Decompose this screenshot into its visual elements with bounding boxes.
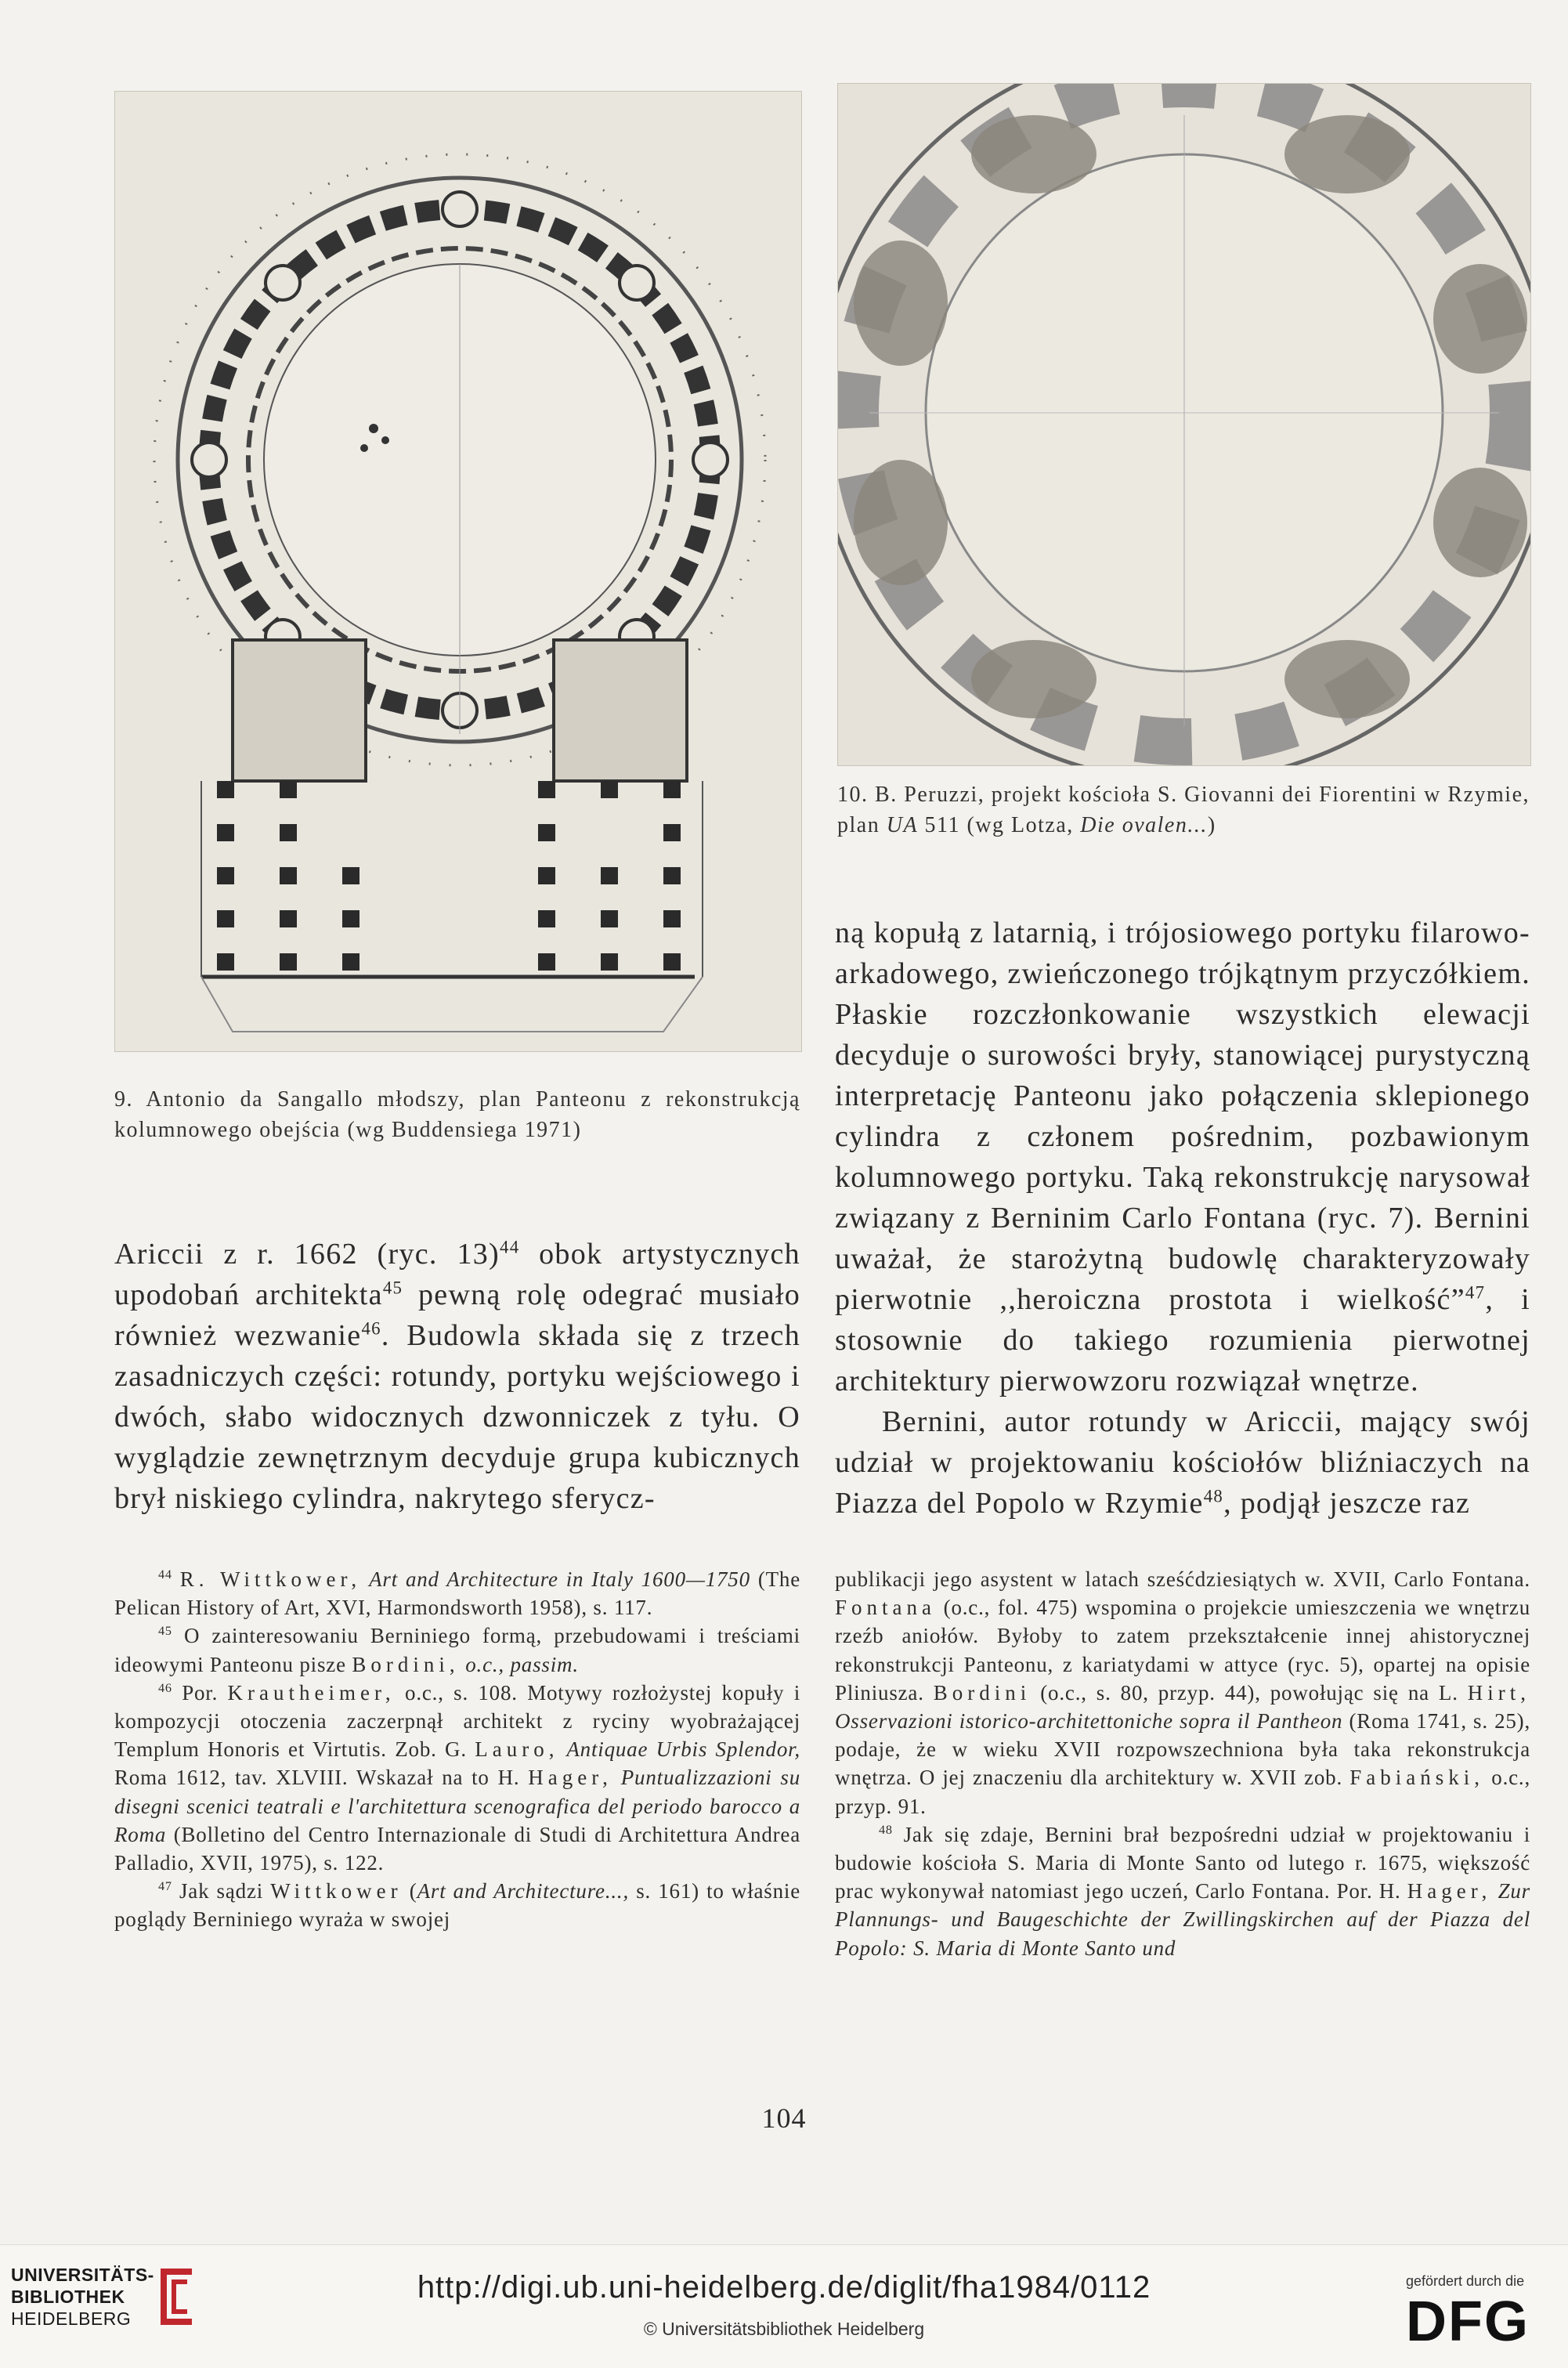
figure-9-caption [114, 1084, 800, 1145]
footnote-author: Hirt, [1467, 1680, 1530, 1705]
body-text: Ariccii z r. 1662 (ryc. 13) [114, 1238, 500, 1271]
footnote-text: Roma 1612, tav. XLVIII. Wskazał na to H. [114, 1766, 529, 1790]
caption-10-ua: UA [886, 813, 919, 837]
footnote-title: Puntualizzazioni su disegni scenici teatrali e l'architettura scenografica del periodo barocco a Roma [114, 1766, 801, 1846]
footnote-number: 47 [158, 1879, 172, 1894]
body-paragraph [114, 1234, 800, 1519]
body-text: Bernini, autor rotundy w Ariccii, mający swój udział w projektowaniu kościołów bliźniaczych na Piazza del Popolo w Rzymie [835, 1405, 1530, 1520]
digitization-footer [0, 2244, 1568, 2368]
figure-10-plan-drawing [837, 83, 1531, 766]
footnote-ref: 48 [1203, 1486, 1224, 1506]
footnote-author: Bordini, [352, 1652, 460, 1676]
footnote-text: (o.c., fol. 475) wspomina o projekcie umieszczenia we wnętrzu rzeźb aniołów. Byłoby to zatem przekształcenie innej ahistorycznej rekonstrukcji Panteonu, z kariatydami w attyce (ryc. 5), opartej na opisie Pliniusza. [835, 1596, 1530, 1705]
footnote-ref: 47 [1465, 1282, 1486, 1303]
footnote-46 [114, 1679, 800, 1877]
footnote-number: 48 [879, 1822, 893, 1837]
footnote-text: ( [402, 1879, 417, 1903]
body-paragraph [835, 913, 1530, 1401]
footnote-text: publikacji jego asystent w latach sześćdziesiątych w. XVII, Carlo Fontana. [835, 1567, 1530, 1591]
footnotes-left-column [114, 1565, 800, 1934]
body-text: , podjął jeszcze raz [1223, 1487, 1471, 1520]
dfg-logo: DFG [1406, 2290, 1530, 2353]
footnote-45 [114, 1621, 800, 1678]
footnote-ref: 45 [382, 1278, 403, 1298]
body-right-column [835, 913, 1530, 1524]
footnote-number: 45 [158, 1624, 172, 1639]
footnote-title: Antiquae Urbis Splendor, [558, 1737, 800, 1762]
body-left-column [114, 1234, 800, 1519]
body-text: , i stosownie do takiego rozumienia pierwotnej architektury pierwowzoru rozwiązał wnętrze. [835, 1283, 1530, 1397]
footnote-text: (Roma 1741, s. 25), podaje, że w wieku XVII rozpowszechniona była taka rekonstrukcja wnętrza. O jej znaczeniu dla architektury w. XVII zob. [835, 1709, 1531, 1790]
caption-9-text: 9. Antonio da Sangallo młodszy, plan Panteonu z rekonstrukcją kolumnowego obejścia (wg Buddensiega 1971) [114, 1087, 800, 1142]
footnote-text: (Bolletino del Centro Internazionale di Studi di Architettura Andrea Palladio, XVII, 1975), s. 122. [114, 1822, 800, 1875]
footnote-48 [835, 1820, 1530, 1962]
copyright-notice: © Universitätsbibliothek Heidelberg [643, 2319, 925, 2339]
footnote-number: 44 [158, 1567, 172, 1582]
page-number: 104 [761, 2102, 807, 2134]
footnote-author: Krautheimer, [227, 1680, 396, 1705]
peruzzi-plan-svg [838, 84, 1530, 765]
footnote-text: s. 161) to właśnie poglądy Berniniego wyraża w swojej [114, 1879, 800, 1932]
footnote-text: Jak sądzi [179, 1879, 271, 1903]
body-text: ną kopułą z latarnią, i trójosiowego portyku filarowo-arkadowego, zwieńczonego trójkątnym przyczółkiem. Płaskie rozczłonkowanie wszystkich elewacji decyduje o surowości bryły, stanowiącej purystyczną interpretację Panteonu jako połączenia sklepionego cylindra z członem pośrednim, pozbawionym kolumnowego portyku. Taką rekonstrukcję narysował związany z Berninim Carlo Fontana (ryc. 7). Bernini uważał, że starożytną budowlę charakteryzowały pierwotnie ,,heroiczna prostota i wielkość” [835, 916, 1530, 1316]
footnote-author: Hager, [528, 1766, 612, 1790]
footnote-author: Fontana [835, 1596, 936, 1620]
footnote-ref-text: o.c., passim. [459, 1652, 579, 1676]
footnote-text: o.c., przyp. 91. [835, 1766, 1530, 1818]
body-paragraph [835, 1401, 1530, 1524]
footnote-text: Jak się zdaje, Bernini brał bezpośredni udział w projektowaniu i budowie kościoła S. Maria di Monte Santo od lutego r. 1675, większość prac wykonywał natomiast jego uczeń, Carlo Fontana. Por. H. [835, 1822, 1530, 1903]
footnote-ref: 46 [361, 1318, 381, 1339]
footnote-author: Lauro, [475, 1737, 559, 1762]
footnote-44 [114, 1565, 800, 1621]
library-name-line3: HEIDELBERG [11, 2308, 132, 2329]
footnote-text: (o.c., s. 80, przyp. 44), powołując się na L. [1031, 1680, 1468, 1705]
footnote-number: 46 [158, 1680, 172, 1695]
footnote-text: Por. [182, 1680, 228, 1705]
footnote-ref: 44 [500, 1237, 520, 1257]
footnote-author: Hager, [1407, 1879, 1492, 1903]
footnote-text: o.c., s. 108. Motywy rozłożystej kopuły i kompozycji otoczenia zaczerpnął architekt z ryciny wyobrażającej Templum Honoris et Virtutis. Zob. G. [114, 1680, 800, 1762]
footnote-author: R. Wittkower, [179, 1567, 362, 1591]
permalink-url[interactable]: http://digi.ub.uni-heidelberg.de/diglit/fha1984/0112 [417, 2270, 1151, 2305]
footnote-author: Fabiański, [1349, 1766, 1485, 1790]
body-text: pewną rolę odegrać musiało również wezwanie [114, 1278, 801, 1352]
footnote-text: (The Pelican History of Art, XVI, Harmondsworth 1958), s. 117. [114, 1567, 800, 1620]
footnote-title: Art and Architecture in Italy 1600—1750 [369, 1567, 750, 1591]
footnote-47 [114, 1877, 800, 1933]
footnote-47-continued [835, 1565, 1530, 1820]
footnotes-right-column [835, 1565, 1530, 1962]
caption-10-post: ) [1207, 813, 1216, 837]
figure-9-plan-drawing [114, 91, 802, 1052]
footnote-title: Art and Architecture..., [417, 1879, 630, 1903]
body-text: obok artystycznych upodobań architekta [114, 1238, 800, 1311]
library-name-line2: BIBLIOTHEK [11, 2287, 125, 2307]
caption-10-mid: 511 (wg Lotza, [918, 813, 1081, 837]
funding-note: gefördert durch die [1406, 2273, 1525, 2289]
caption-10-title: Die ovalen... [1080, 813, 1208, 837]
caption-10-pre: 10. B. Peruzzi, projekt kościoła S. Giovanni dei Fiorentini w Rzymie, plan [837, 783, 1530, 837]
footnote-title: Osservazioni istorico-architettoniche sopra il Pantheon [835, 1709, 1343, 1734]
footnote-text: O zainteresowaniu Berniniego formą, przebudowami i treściami ideowymi Panteonu pisze [114, 1624, 800, 1676]
footnote-title: Zur Plannungs- und Baugeschichte der Zwillingskirchen auf der Piazza del Popolo: S. Maria di Monte Santo und [835, 1879, 1530, 1960]
footnote-author: Wittkower [270, 1879, 403, 1903]
body-text: . Budowla składa się z trzech zasadniczych części: rotundy, portyku wejściowego i dwóch, słabo widocznych dzwonniczek z tyłu. O wyglądzie zewnętrznym decyduje grupa kubicznych brył niskiego cylindra, nakrytego sferycz- [114, 1319, 800, 1515]
figure-10-caption [837, 779, 1530, 841]
footnote-author: Bordini [933, 1680, 1031, 1705]
library-name-line1: UNIVERSITÄTS- [11, 2265, 154, 2285]
pantheon-plan-svg [115, 92, 801, 1051]
